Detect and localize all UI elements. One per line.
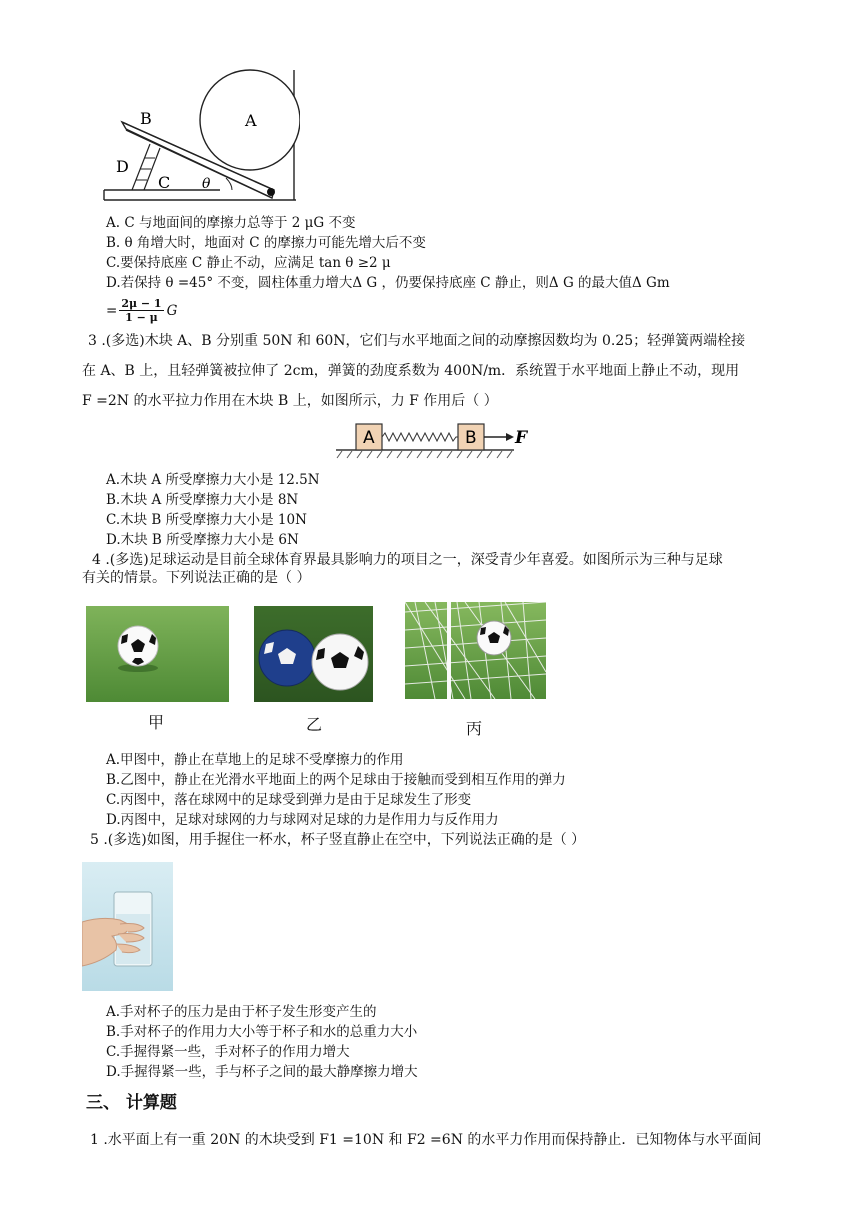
block-a-label: A [363,428,375,448]
calc1-line: 1 .水平面上有一重 20N 的木块受到 F1 =10N 和 F2 =6N 的水平力作用而保持静止．已知物体与水平面间 [90,1132,762,1148]
q2-figure [100,66,300,202]
q4-option-b: B.乙图中，静止在光滑水平地面上的两个足球由于接触而受到相互作用的弹力 [106,772,566,788]
label-D: D [116,157,129,176]
q5-option-b: B.手对杯子的作用力大小等于杯子和水的总重力大小 [106,1024,418,1040]
soccer-ball-icon [86,606,229,702]
formula-prefix: = [106,302,118,319]
section-title: 三、 计算题 [86,1093,177,1113]
q5-line: 5 .(多选)如图，用手握住一杯水，杯子竖直静止在空中，下列说法正确的是（ ） [90,832,586,848]
q4-line-1: 4 .(多选)足球运动是目前全球体育界最具影响力的项目之一，深受青少年喜爱。如图所示为三种与足球 [92,552,723,568]
caption-jia: 甲 [148,713,165,732]
block-b-label: B [465,428,477,448]
q5-option-a: A.手对杯子的压力是由于杯子发生形变产生的 [106,1004,377,1020]
label-C: C [158,173,171,192]
q3-option-b: B.木块 A 所受摩擦力大小是 8N [106,492,299,508]
q3-line-2: 在 A、B 上，且轻弹簧被拉伸了 2cm，弹簧的劲度系数为 400N/m．系统置于水平地面上静止不动，现用 [82,363,740,379]
force-f-label: F [515,428,528,448]
caption-yi: 乙 [306,715,323,734]
formula-suffix: G [166,302,178,319]
q2-option-a: A. C 与地面间的摩擦力总等于 2 μG 不变 [106,215,356,231]
q3-line-1: 3 .(多选)木块 A、B 分别重 50N 和 60N，它们与水平地面之间的动摩擦因数均为 0.25；轻弹簧两端栓接 [88,333,746,349]
q2-option-c: C.要保持底座 C 静止不动，应满足 tan θ ≥2 μ [106,255,391,271]
soccer-ball-net-icon [405,602,546,699]
photo-jia [86,606,229,702]
hand-holding-cup-icon [82,862,173,991]
q5-option-d: D.手握得紧一些，手与杯子之间的最大静摩擦力增大 [106,1064,418,1080]
label-A: A [245,111,257,130]
formula-numerator: 2μ − 1 [121,297,162,310]
q4-option-d: D.丙图中，足球对球网的力与球网对足球的力是作用力与反作用力 [106,812,499,828]
q2-formula [106,297,177,324]
q3-option-a: A.木块 A 所受摩擦力大小是 12.5N [106,472,320,488]
q2-option-b: B. θ 角增大时，地面对 C 的摩擦力可能先增大后不变 [106,235,426,251]
q3-option-d: D.木块 B 所受摩擦力大小是 6N [106,532,299,548]
photo-yi [254,606,373,702]
q3-figure [334,418,530,460]
formula-fraction [119,297,163,324]
q4-line-2: 有关的情景。下列说法正确的是（ ） [82,570,311,586]
label-B: B [140,109,152,128]
two-soccer-balls-icon [254,606,373,702]
label-theta: θ [202,176,211,192]
q3-line-3: F =2N 的水平拉力作用在木块 B 上，如图所示，力 F 作用后（ ） [82,393,498,409]
caption-bing: 丙 [466,719,483,738]
q2-option-d: D.若保持 θ =45° 不变，圆柱体重力增大Δ G ，仍要保持底座 C 静止，则Δ G 的最大值Δ Gm [106,275,670,291]
q5-option-c: C.手握得紧一些，手对杯子的作用力增大 [106,1044,350,1060]
photo-hand-cup [82,862,173,991]
photo-bing [405,602,546,699]
formula-denominator: 1 − μ [125,311,158,324]
q4-option-a: A.甲图中，静止在草地上的足球不受摩擦力的作用 [106,752,404,768]
q4-option-c: C.丙图中，落在球网中的足球受到弹力是由于足球发生了形变 [106,792,472,808]
q3-option-c: C.木块 B 所受摩擦力大小是 10N [106,512,307,528]
